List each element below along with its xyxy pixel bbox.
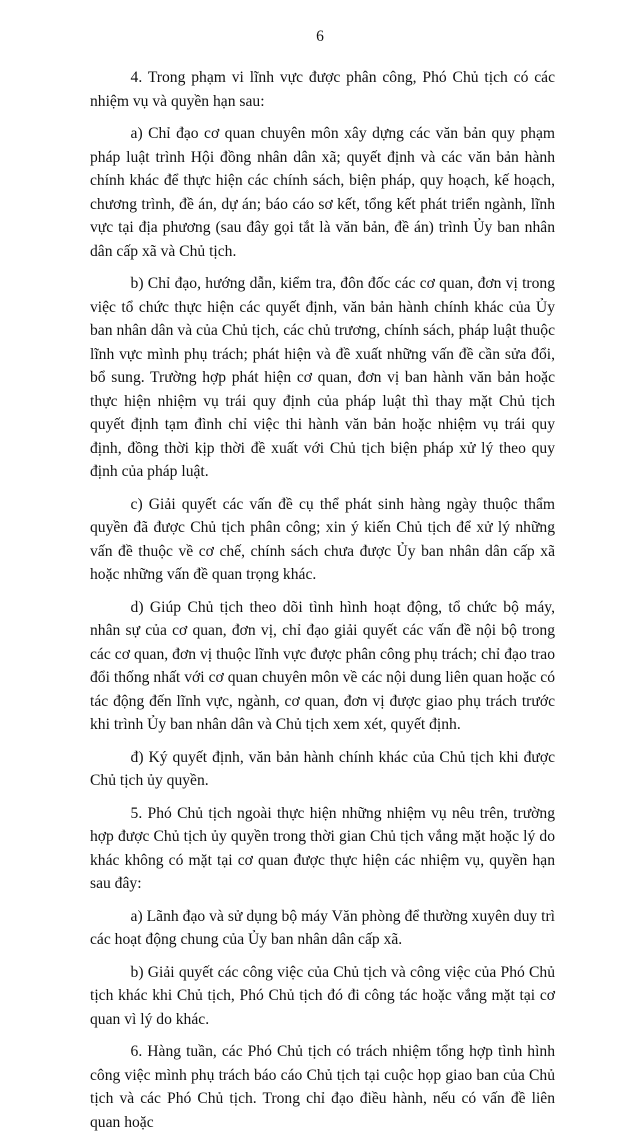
paragraph-item-4a: a) Chỉ đạo cơ quan chuyên môn xây dựng các văn bản quy phạm pháp luật trình Hội đồng nhân dân xã; quyết định và các văn bản hành chính khác để thực hiện các chính sách, biện pháp, quy hoạch, kế hoạch, chương trình, đề án, dự án; báo cáo sơ kết, tổng kết phát triển ngành, lĩnh vực tại địa phương (sau đây gọi tắt là văn bản, đề án) trình Ủy ban nhân dân cấp xã và Chủ tịch. — [90, 125, 555, 260]
paragraph-item-4b: b) Chỉ đạo, hướng dẫn, kiểm tra, đôn đốc các cơ quan, đơn vị trong việc tổ chức thực hiện các quyết định, văn bản hành chính khác của Ủy ban nhân dân và của Chủ tịch, các chủ trương, chính sách, pháp luật thuộc lĩnh vực mình phụ trách; phát hiện và đề xuất những vấn đề cần sửa đổi, bổ sung. Trường hợp phát hiện cơ quan, đơn vị ban hành văn bản hoặc thực hiện nhiệm vụ trái quy định của pháp luật thì thay mặt Chủ tịch quyết định tạm đình chỉ việc thi hành văn bản hoặc nhiệm vụ trái quy định, đồng thời kịp thời đề xuất với Chủ tịch biện pháp xử lý theo quy định của pháp luật. — [90, 275, 555, 480]
paragraph-item-5b: b) Giải quyết các công việc của Chủ tịch và công việc của Phó Chủ tịch khác khi Chủ tịch, Phó Chủ tịch đó đi công tác hoặc vắng mặt tại cơ quan vì lý do khác. — [90, 963, 555, 1028]
page-number: 6 — [316, 28, 324, 45]
paragraph-item-4d: d) Giúp Chủ tịch theo dõi tình hình hoạt động, tổ chức bộ máy, nhân sự của cơ quan, đơn vị, chỉ đạo giải quyết các vấn đề nội bộ trong các cơ quan, đơn vị thuộc lĩnh vực được phân công phụ trách; chỉ đạo trao đổi thống nhất với cơ quan chuyên môn về các nội dung liên quan hoặc có tác động đến lĩnh vực, ngành, cơ quan, đơn vị được giao phụ trách trước khi trình Ủy ban nhân dân và Chủ tịch xem xét, quyết định. — [90, 598, 555, 733]
paragraph-item-4dd: đ) Ký quyết định, văn bản hành chính khác của Chủ tịch khi được Chủ tịch ủy quyền. — [90, 748, 555, 789]
paragraph-item-4c: c) Giải quyết các vấn đề cụ thể phát sinh hàng ngày thuộc thẩm quyền đã được Chủ tịch phân công; xin ý kiến Chủ tịch để xử lý những vấn đề thuộc về cơ chế, chính sách chưa được Ủy ban nhân dân cấp xã hoặc những vấn đề quan trọng khác. — [90, 495, 555, 583]
paragraph-item-5: 5. Phó Chủ tịch ngoài thực hiện những nhiệm vụ nêu trên, trường hợp được Chủ tịch ủy quyền trong thời gian Chủ tịch vắng mặt hoặc lý do khác không có mặt tại cơ quan được thực hiện các nhiệm vụ, quyền hạn sau đây: — [90, 804, 555, 892]
paragraph-item-5a: a) Lãnh đạo và sử dụng bộ máy Văn phòng để thường xuyên duy trì các hoạt động chung của Ủy ban nhân dân cấp xã. — [90, 907, 555, 948]
document-body — [90, 66, 555, 1143]
paragraph-item-4: 4. Trong phạm vi lĩnh vực được phân công, Phó Chủ tịch có các nhiệm vụ và quyền hạn sau: — [90, 69, 555, 110]
paragraph-item-6: 6. Hàng tuần, các Phó Chủ tịch có trách nhiệm tổng hợp tình hình công việc mình phụ trách báo cáo Chủ tịch tại cuộc họp giao ban của Chủ tịch và các Phó Chủ tịch. Trong chỉ đạo điều hành, nếu có vấn đề liên quan hoặc — [90, 1043, 555, 1131]
